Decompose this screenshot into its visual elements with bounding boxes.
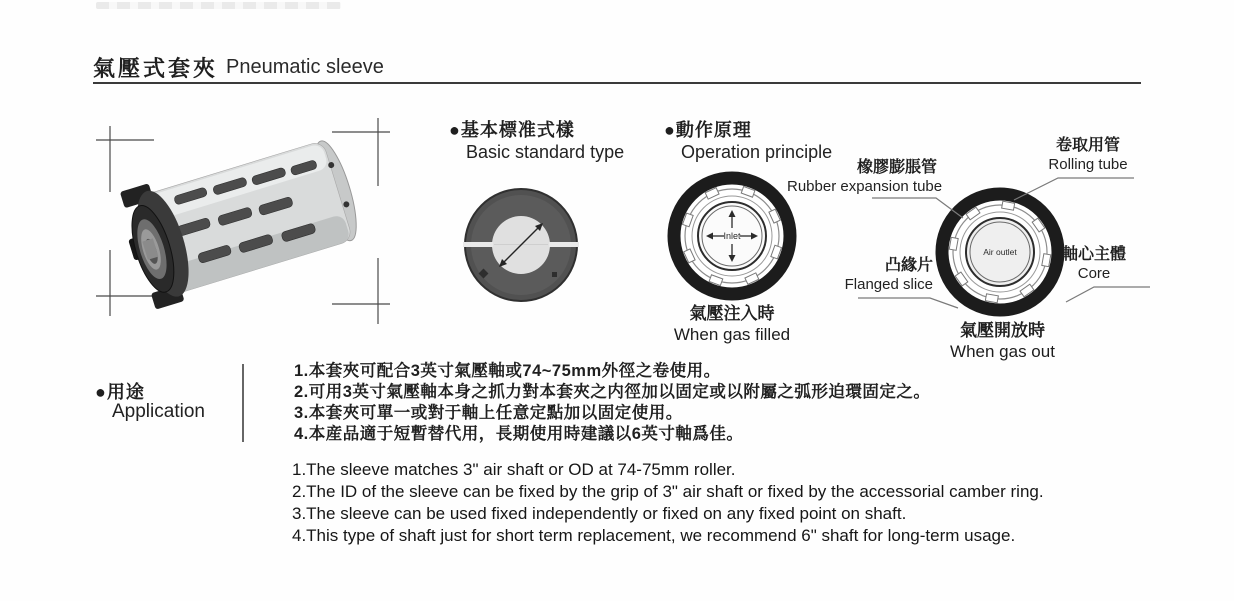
application-heading-cn: ●用途 — [95, 382, 145, 402]
cn-item-4: 4.本産品適于短暫替代用，長期使用時建議以6英寸軸爲佳。 — [294, 425, 744, 443]
en-item-1: 1.The sleeve matches 3" air shaft or OD at 74-75mm roller. — [292, 460, 736, 479]
caption-filled-cn: 氣壓注入時 — [689, 304, 775, 323]
operation-heading-en: Operation principle — [681, 142, 833, 162]
gas-filled-diagram — [662, 166, 802, 306]
caption-out-en: When gas out — [950, 342, 1055, 361]
page-title-cn: 氣壓式套夾 — [93, 56, 219, 81]
rolling-label-cn: 卷取用管 — [1055, 137, 1120, 154]
application-heading-en: Application — [112, 401, 205, 422]
scan-artifact — [96, 2, 341, 9]
screw-mark-right — [552, 272, 557, 277]
flanged-label-cn: 凸緣片 — [884, 257, 933, 274]
rubber-label-en: Rubber expansion tube — [787, 178, 943, 195]
cn-item-3: 3.本套夾可單一或對于軸上任意定點加以固定使用。 — [294, 404, 683, 422]
rolling-label-en: Rolling tube — [1048, 156, 1128, 173]
en-item-3: 3.The sleeve can be used fixed independently or fixed on any fixed point on shaft. — [292, 504, 907, 523]
basic-heading-en: Basic standard type — [466, 142, 625, 162]
inlet-label: Inlet — [723, 231, 741, 241]
caption-when-gas-filled — [657, 303, 807, 345]
label-rubber-expansion-tube — [787, 158, 943, 196]
en-item-2: 2.The ID of the sleeve can be fixed by the grip of 3" air shaft or fixed by the accessorial camber ring. — [292, 482, 1044, 501]
title-divider — [93, 82, 1141, 84]
application-list-en — [292, 459, 1044, 547]
product-photo — [92, 100, 394, 326]
flanged-label-en: Flanged slice — [844, 276, 933, 293]
application-list-cn — [294, 361, 930, 445]
core-label-en: Core — [1077, 265, 1111, 282]
label-core — [1052, 245, 1136, 283]
label-rolling-tube — [1040, 136, 1136, 174]
gas-out-diagram — [930, 182, 1070, 322]
air-outlet-label: Air outlet — [983, 247, 1017, 257]
operation-heading-cn: ●動作原理 — [664, 120, 752, 140]
basic-heading-cn: ●基本標准式樣 — [449, 120, 575, 140]
caption-filled-en: When gas filled — [673, 325, 791, 344]
sleeve-slit-right — [549, 242, 579, 247]
core-leader — [1066, 287, 1150, 302]
cn-item-1: 1.本套夾可配合3英寸氣壓軸或74~75mm外徑之卷使用。 — [294, 362, 721, 380]
rubber-label-cn: 橡膠膨脹管 — [856, 159, 937, 176]
application-divider — [242, 364, 244, 442]
sleeve-cylinder — [114, 127, 367, 311]
cn-item-2: 2.可用3英寸氣壓軸本身之抓力對本套夾之内徑加以固定或以附屬之弧形迫環固定之。 — [294, 383, 931, 401]
cross-section-diagram — [460, 184, 582, 306]
label-flanged-slice — [805, 256, 933, 294]
caption-when-gas-out — [925, 320, 1080, 362]
page-title-en: Pneumatic sleeve — [226, 56, 384, 78]
core-label-cn: 軸心主體 — [1061, 246, 1126, 263]
sleeve-slit-left — [463, 242, 493, 247]
caption-out-cn: 氣壓開放時 — [960, 321, 1045, 340]
en-item-4: 4.This type of shaft just for short term replacement, we recommend 6" shaft for long-term usage. — [292, 526, 1016, 545]
